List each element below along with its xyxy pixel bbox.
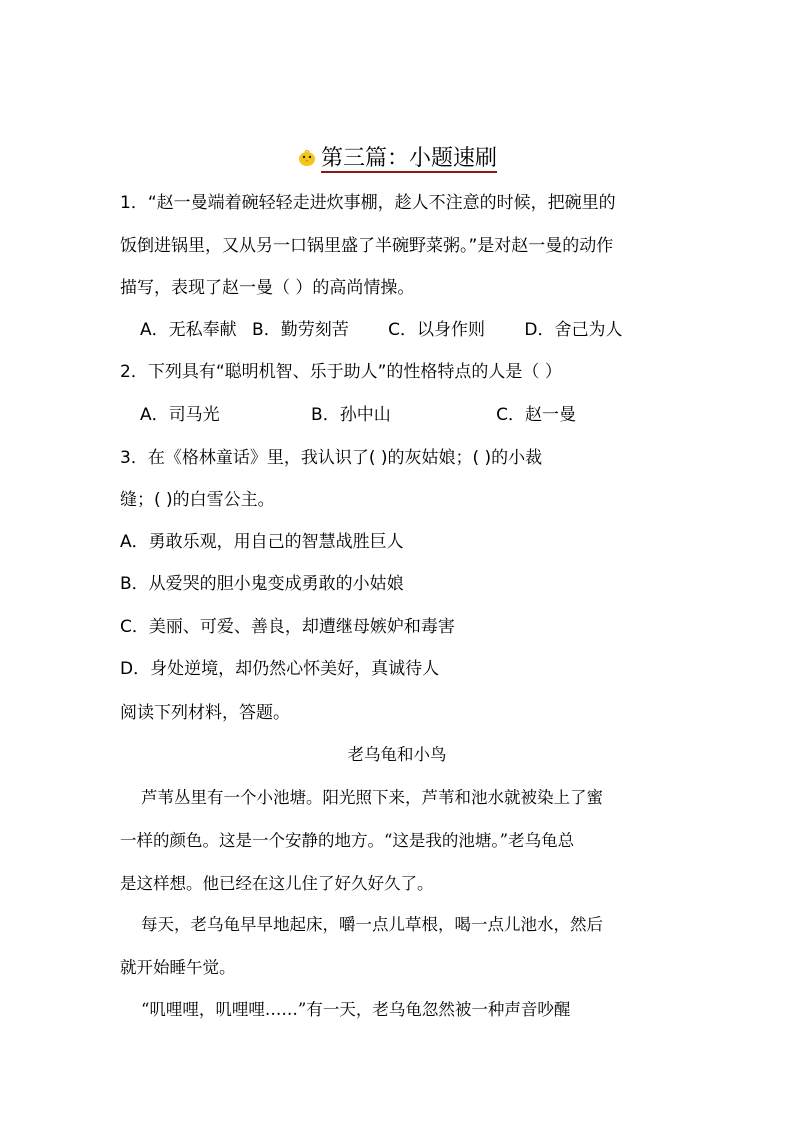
q1-options: [140, 318, 623, 342]
q3-line-2: 缝；( )的白雪公主。: [120, 490, 275, 510]
q3-option-a: A．勇敢乐观，用自己的智慧战胜巨人: [120, 532, 404, 552]
q1-line-3: 描写，表现了赵一曼（ ）的高尚情操。: [120, 278, 415, 298]
q3-option-c: C．美丽、可爱、善良，却遭继母嫉妒和毒害: [120, 617, 455, 637]
story-line: “叽哩哩，叽哩哩……”有一天，老乌龟忽然被一种声音吵醒: [120, 1000, 571, 1019]
q2-option-c: C．赵一曼: [496, 405, 576, 425]
q1-line-2: 饭倒进锅里，又从另一口锅里盛了半碗野菜粥。”是对赵一曼的动作: [120, 236, 614, 256]
section-title-text: 第三篇：小题速刷: [320, 146, 497, 171]
q3-line-1: 3．在《格林童话》里，我认识了( )的灰姑娘；( )的小裁: [120, 448, 543, 468]
q1-option-b: B．勤劳刻苦: [252, 320, 349, 340]
q2-option-a: A．司马光: [140, 405, 220, 425]
q2-option-b: B．孙中山: [311, 405, 391, 425]
q1-option-c: C．以身作则: [388, 320, 485, 340]
q1-option-d: D．舍己为人: [524, 320, 623, 340]
story-title: 老乌龟和小鸟: [347, 745, 447, 764]
story-line: 每天，老乌龟早早地起床，嚼一点儿草根，喝一点儿池水，然后: [120, 915, 603, 934]
q2-line-1: 2．下列具有“聪明机智、乐于助人”的性格特点的人是（ ）: [120, 362, 562, 382]
q3-option-b: B．从爱哭的胆小鬼变成勇敢的小姑娘: [120, 574, 404, 594]
q1-option-a: A．无私奉献: [140, 320, 237, 340]
chick-icon: [297, 148, 317, 168]
story-line: 芦苇丛里有一个小池塘。阳光照下来，芦苇和池水就被染上了蜜: [120, 788, 603, 807]
reading-instruction: 阅读下列材料，答题。: [120, 703, 290, 723]
q2-options: [140, 403, 576, 427]
story-line: 一样的颜色。这是一个安静的地方。“这是我的池塘。”老乌龟总: [120, 831, 575, 850]
story-line: 就开始睡午觉。: [120, 958, 236, 977]
story-line: 是这样想。他已经在这儿住了好久好久了。: [120, 874, 434, 893]
section-title: [0, 144, 794, 174]
q1-line-1: 1．“赵一曼端着碗轻轻走进炊事棚，趁人不注意的时候，把碗里的: [120, 193, 616, 213]
q3-option-d: D．身处逆境，却仍然心怀美好，真诚待人: [120, 659, 440, 679]
